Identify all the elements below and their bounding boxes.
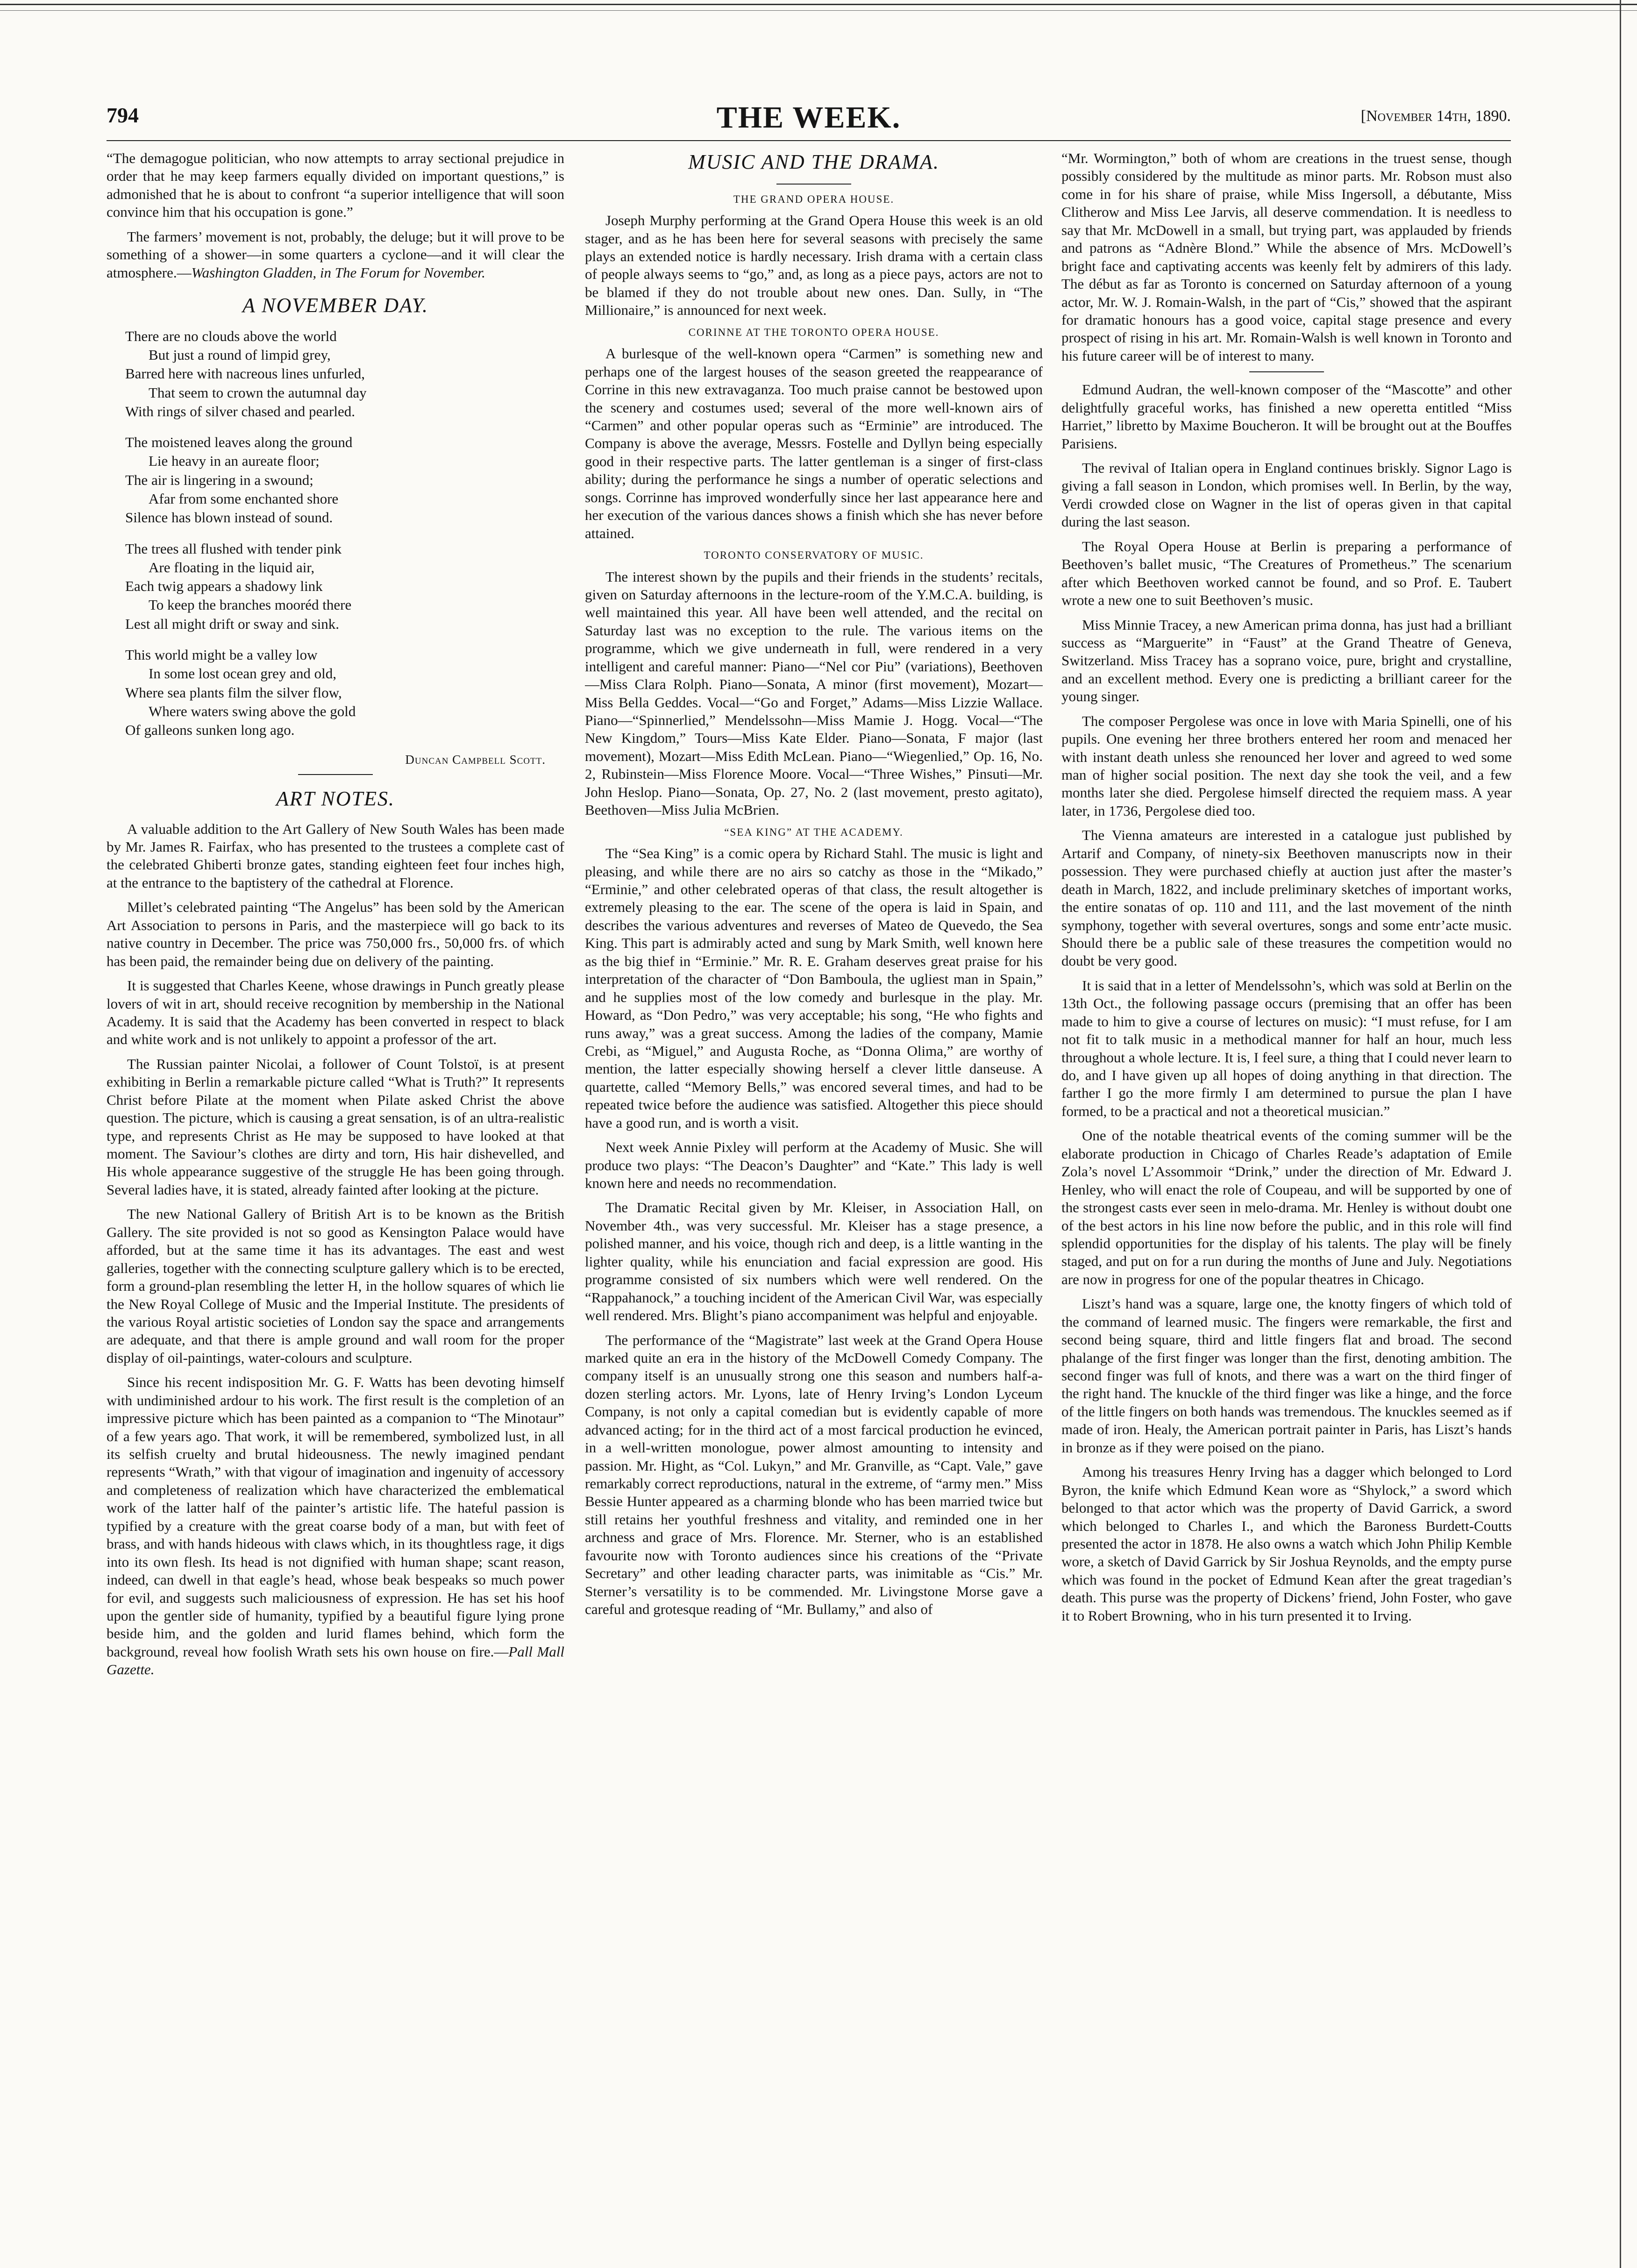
poem-line: Lest all might drift or sway and sink. (125, 615, 340, 632)
poem-line: Each twig appears a shadowy link (125, 578, 323, 595)
paragraph-text: The farmers’ movement is not, probably, the deluge; but it will prove to be something of a shower—in some quarters a cyclone—and it will clear the atmosphere.— (107, 228, 564, 281)
section-title-music-drama: MUSIC AND THE DRAMA. (688, 150, 939, 173)
article-paragraph: The Dramatic Recital given by Mr. Kleiser, in Association Hall, on November 4th., was very successful. Mr. Kleiser has a stage presence, a polished manner, and his voice, though rich and deep, is a little wanting in the lighter quality, while his enunciation and facial expression are good. His programme consisted of six numbers which were well rendered. On the “Rappahanock,” a touching incident of the American Civil War, was especially well rendered. Mrs. Blight’s piano accompaniment was helpful and enjoyable. (585, 1199, 1043, 1324)
citation: Washington Gladden, in The Forum for November. (191, 264, 485, 281)
article-paragraph: The interest shown by the pupils and their friends in the students’ recitals, given on Saturday afternoons in the lecture-room of the Y.M.C.A. building, is well maintained this year. All have been well attended, and the recital on Saturday last was no exception to the rule. The various items on the programme, which we give underneath in full, were rendered in a very intelligent and careful manner: Piano—“Nel cor Piu” (variations), Beethoven—Miss Clara Rolph. Piano—Sonata, A minor (first movement), Mozart—Miss Bella Geddes. Vocal—“Go and Forget,” Adams—Miss Lizzie Wallace. Piano—“Spinnerlied,” Mendelssohn—Miss Mamie J. Hogg. Vocal—“The New Kingdom,” Tours—Miss Kate Elder. Piano—Sonata, F major (last movement), Mozart—Miss Edith McLean. Piano—“Wiegenlied,” Op. 16, No. 2, Rubinstein—Miss Florence Moore. Vocal—“Three Wishes,” Pinsuti—Mr. John Heslop. Piano—Sonata, Op. 27, No. 2 (last movement, presto agitato), Beethoven—Miss Julia McBrien. (585, 568, 1043, 818)
article-paragraph: “Mr. Wormington,” both of whom are creations in the truest sense, though possibly considered by the multitude as minor parts. Mr. Robson must also come in for his share of praise, while Miss Ingersoll, a débutante, Miss Clitherow and Miss Lee Jarvis, all deserve commendation. It is needless to say that Mr. McDowell in a small, but trying part, was applauded by friends and patrons as “Adnère Blond.” While the absence of Mrs. McDowell’s bright face and captivating accents was keenly felt by admirers of this lady. The début as far as Toronto is concerned on Saturday afternoon of a young actor, Mr. W. J. Romain-Walsh, in the part of “Cis,” showed that the aspirant for dramatic honours has a good voice, capital stage presence and every prospect of rising in his art. Mr. Romain-Walsh is well known in Toronto and his future career will be of interest to many. (1061, 150, 1512, 364)
article-paragraph: The composer Pergolese was once in love with Maria Spinelli, one of his pupils. One evening her three brothers entered her room and menaced her with instant death unless she renounced her lover and agreed to wed some man of higher social position. The next day she took the veil, and a few months later she died. Pergolese himself directed the requiem mass. A year later, in 1736, Pergolese died too. (1061, 712, 1512, 819)
issue-date: [November 14th, 1890. (1360, 107, 1511, 125)
section-rule (1249, 371, 1324, 372)
poem-line: Of galleons sunken long ago. (125, 722, 295, 739)
page-number: 794 (107, 103, 139, 127)
article-paragraph: Miss Minnie Tracey, a new American prima donna, has just had a brilliant success as “Marguerite” in “Faust” at the Grand Theatre of Geneva, Switzerland. Miss Tracey has a soprano voice, pure, bright and crystalline, and an excellent method. Every one is predicting a brilliant career for the young singer. (1061, 616, 1512, 705)
article-paragraph: A valuable addition to the Art Gallery of New South Wales has been made by Mr. James R. Fairfax, who has presented to the trustees a complete cast of the celebrated Ghiberti bronze gates, standing eighteen feet four inches high, at the entrance to the baptistery of the cathedral at Florence. (107, 820, 564, 891)
top-border (0, 0, 1637, 16)
article-paragraph: Liszt’s hand was a square, large one, the knotty fingers of which told of the command of learned music. The fingers were remarkable, the first and second being square, third and little fingers flat and broad. The second phalange of the first finger was longer than the first, denoting ambition. The second finger was full of knots, and there was a wart on the third finger of the right hand. The knuckle of the third finger was like a hinge, and the force of the little fingers on both hands was tremendous. The knuckles seemed as if made of iron. Healy, the American portrait painter in Paris, has Liszt’s hands in bronze as if they were poised on the piano. (1061, 1295, 1512, 1456)
poem (125, 327, 564, 740)
poem-author: Duncan Campbell Scott. (405, 752, 546, 767)
article-paragraph (107, 1373, 564, 1678)
article-paragraph: Among his treasures Henry Irving has a dagger which belonged to Lord Byron, the knife which Edmund Kean wore as “Shylock,” a sword which belonged to that actor which was the property of David Garrick, a sword which belonged to Charles I., and which the Baroness Burdett-Coutts presented the actor in 1878. He also owns a watch which John Philip Kemble wore, a sketch of David Garrick by Sir Joshua Reynolds, and the empty purse which was found in the pocket of Edmund Kean after the great tragedian’s death. This purse was the property of Dickens’ friend, John Foster, who gave it to Robert Browning, who in his turn presented it to Irving. (1061, 1464, 1512, 1624)
article-paragraph: One of the notable theatrical events of the coming summer will be the elaborate production in Chicago of Charles Reade’s adaptation of Emile Zola’s novel L’Assommoir “Drink,” under the direction of Mr. Edward J. Henley, who will enact the role of Coupeau, and will be supported by one of the strongest casts ever seen in melo-drama. Mr. Henley is without doubt one of the best actors in his line now before the public, and in this role will find splendid opportunities for the display of his talents. The play will be finely staged, and put on for a run during the months of June and July. Negotiations are now in progress for one of the popular theatres in Chicago. (1061, 1127, 1512, 1287)
article-paragraph: Joseph Murphy performing at the Grand Opera House this week is an old stager, and as he has been here for several seasons with precisely the same plays an extended notice is hardly necessary. Irish drama with a certain class of people always seems to “go,” and, as long as a piece pays, actors are not to be blamed if they do not trouble about new ones. Dan. Sully, in “The Millionaire,” is announced for next week. (585, 212, 1043, 319)
section-rule (776, 184, 851, 185)
article-paragraph: It is said that in a letter of Mendelssohn’s, which was sold at Berlin on the 13th Oct., the following passage occurs (premising that an offer has been made to him to give a course of lectures on music): “I must refuse, for I am not fit to talk music in a methodical manner for half an hour, much less throughout a whole lecture. It is, I feel sure, a thing that I could never learn to do, and I have given up all hopes of doing anything in that direction. The farther I go the more firmly I am determined to pursue the plan I have formed, to be a practical and not a theoretical musician.” (1061, 977, 1512, 1119)
article-paragraph: The new National Gallery of British Art is to be known as the British Gallery. The site provided is not so good as Kensington Palace would have afforded, but at the same time it has its advantages. The east and west galleries, together with the connecting sculpture gallery which is to be erected, form a ground-plan resembling the letter H, in the hollow squares of which lie the New Royal College of Music and the Imperial Institute. The presidents of the various Royal artistic societies of London say the space and arrangements are adequate, and that there is ample ground and wall room for the proper display of oil-paintings, water-colours and sculpture. (107, 1206, 564, 1366)
poem-line: The air is lingering in a swound; (125, 471, 313, 488)
top-rule-thin (0, 10, 1637, 11)
poem-stanza (125, 327, 564, 421)
column-middle (585, 149, 1043, 2233)
poem-line: The trees all flushed with tender pink (125, 540, 342, 557)
poem-line: But just a round of limpid grey, (149, 346, 331, 363)
article-paragraph: The revival of Italian opera in England continues briskly. Signor Lago is giving a fall season in London, which promises well. In Berlin, by the way, Verdi crowded close on Wagner in the list of operas given in that capital during the last season. (1061, 460, 1512, 530)
right-edge-rule (1620, 0, 1621, 2268)
article-paragraph: It is suggested that Charles Keene, whose drawings in Punch greatly please lovers of wit in art, should receive recognition by membership in the National Academy. It is said that the Academy has been converted in respect to black and white work and is not unlikely to appoint a professor of the art. (107, 977, 564, 1048)
section-title-art-notes: ART NOTES. (276, 787, 395, 811)
poem-line: Barred here with nacreous lines unfurled, (125, 365, 365, 382)
poem-line: Where sea plants film the silver flow, (125, 684, 342, 701)
article-paragraph: Millet’s celebrated painting “The Angelus” has been sold by the American Art Association to persons in Paris, and the masterpiece will go back to its native country in December. The price was 750,000 frs., 50,000 frs. of which has been paid, the remainder being due on delivery of the painting. (107, 899, 564, 969)
poem-line: In some lost ocean grey and old, (149, 665, 337, 682)
poem-line: Are floating in the liquid air, (149, 559, 315, 576)
subsection-heading: CORINNE AT THE TORONTO OPERA HOUSE. (688, 326, 939, 338)
article-paragraph: The performance of the “Magistrate” last week at the Grand Opera House marked quite an era in the history of the McDowell Comedy Company. The company itself is an unusually strong one this season and numbers half-a-dozen sterling actors. Mr. Lyons, late of Henry Irving’s London Lyceum Company, is not only a capital comedian but is evidently capable of more advanced acting; for in the third act of a most farcical production he evinced, in a well-written monologue, power almost amounting to intensity and passion. Mr. Hight, as “Col. Lukyn,” and Mr. Granville, as “Capt. Vale,” gave remarkably correct reproductions, natural in the extreme, of “army men.” Miss Bessie Hunter appeared as a charming blonde who has been married twice but still retains her youthful freshness and vitality, and reminded one in her archness and grace of Mrs. Florence. Mr. Sterner, who is an established favourite now with Toronto audiences since his creations of the “Private Secretary” and other leading character parts, was inimitable as “Cis.” Mr. Sterner’s versatility is to be commended. Mr. Livingstone Morse gave a careful and grotesque reading of “Mr. Bullamy,” and also of (585, 1331, 1043, 1618)
poem-stanza (125, 433, 564, 527)
poem-line: Silence has blown instead of sound. (125, 509, 333, 526)
poem-line: Afar from some enchanted shore (149, 490, 339, 507)
poem-stanza (125, 540, 564, 633)
section-rule (298, 774, 373, 775)
poem-line: That seem to crown the autumnal day (149, 384, 367, 401)
top-rule-thick (0, 4, 1637, 5)
poem-line: Lie heavy in an aureate floor; (149, 453, 320, 469)
page-header (107, 100, 1511, 141)
article-paragraph: A burlesque of the well-known opera “Carmen” is something new and perhaps one of the largest houses of the season greeted the reappearance of Corrine in this new extravaganza. Too much praise cannot be bestowed upon the scenery and costumes used; several of the more well-known airs of “Carmen” and other popular operas such as “Erminie” are introduced. The Company is above the average, Messrs. Fostelle and Dyllyn being especially good in their respective parts. The latter gentleman is a singer of first-class ability; during the performance he sings a number of operatic selections and songs. Corrinne has improved wonderfully since her last appearance here and her execution of the various dances shows a finish which she has never before attained. (585, 345, 1043, 541)
article-paragraph (107, 228, 564, 282)
poem-line: Where waters swing above the gold (149, 703, 356, 719)
poem-line: To keep the branches mooréd there (149, 597, 352, 613)
paragraph-text: Since his recent indisposition Mr. G. F. Watts has been devoting himself with undiminished ardour to his work. The first result is the completion of an impressive picture which has been painted as a companion to “The Minotaur” of a few years ago. That work, it will be remembered, symbolized lust, in all its selfish cruelty and brutal hideousness. The newly imagined pendant represents “Wrath,” with that vigour of imagination and ingenuity of accessory and completeness of realization which have characterized the emblematical work of the latter half of the painter’s artistic life. The hateful passion is typified by a creature with the great coarse body of a man, but with feet of brass, and with hands hideous with claws which, in its thoughtless rage, it digs into its own flesh. Its head is not dignified with human shape; scant reason, indeed, can dwell in that eagle’s head, whose beak bespeaks so much power for evil, and suggests such maliciousness of expression. He has set his hoof upon the gentler side of humanity, typified by a beautiful figure lying prone beside him, and the golden and lurid flames behind, which form the background, reveal how foolish Wrath sets his own house on fire.— (107, 1374, 564, 1660)
poem-line: There are no clouds above the world (125, 327, 337, 344)
column-left (107, 149, 564, 2233)
article-paragraph: Edmund Audran, the well-known composer of the “Mascotte” and other delightfully graceful works, has finished a new operetta entitled “Miss Harriet,” libretto by Maxime Boucheron. It will be brought out at the Bouffes Parisiens. (1061, 381, 1512, 452)
poem-line: This world might be a valley low (125, 647, 318, 663)
article-paragraph: The “Sea King” is a comic opera by Richard Stahl. The music is light and pleasing, and while there are no airs so catchy as those in the “Mikado,” “Erminie,” and other celebrated operas of that class, the result altogether is extremely pleasing to the ear. The scene of the opera is laid in Spain, and describes the various adventures and reverses of Mateo de Quevedo, the Sea King. This part is admirably acted and sung by Mark Smith, well known here as the big thief in “Erminie.” Mr. R. E. Graham deserves great praise for his interpretation of the character of “Don Bamboula, the ugliest man in Spain,” and he supplies most of the low comedy and burlesque in the play. Mr. Howard, as “Don Pedro,” was very acceptable; his song, “He who fights and runs away,” was a great success. Among the ladies of the company, Mamie Crebi, as “Miguel,” and Augusta Roche, as “Donna Olima,” are worthy of mention, the latter especially showing herself a clever little danseuse. A quartette, called “Memory Bells,” was encored several times, and had to be repeated twice before the audience was satisfied. Altogether this piece should have a good run, and is worth a visit. (585, 845, 1043, 1131)
subsection-heading: “SEA KING” AT THE ACADEMY. (724, 826, 904, 838)
poem-title: A NOVEMBER DAY. (242, 294, 428, 317)
article-paragraph: The Russian painter Nicolai, a follower of Count Tolstoï, is at present exhibiting in Berlin a remarkable picture called “What is Truth?” It represents Christ before Pilate at the moment when Pilate asked Christ the above question. The picture, which is causing a great sensation, is of an ultra-realistic type, and represents Christ as He may be supposed to have looked at that moment. The Saviour’s clothes are dirty and torn, His hair dishevelled, and His whole appearance suggestive of the struggle He has been going through. Several ladies have, it is stated, already fainted after looking at the picture. (107, 1055, 564, 1198)
subsection-heading: TORONTO CONSERVATORY OF MUSIC. (704, 549, 924, 562)
article-paragraph: The Royal Opera House at Berlin is preparing a performance of Beethoven’s ballet music, “The Creatures of Prometheus.” The scenarium after which Beethoven worked cannot be found, and so Prof. E. Taubert wrote a new one to suit Beethoven’s music. (1061, 538, 1512, 609)
article-paragraph: Next week Annie Pixley will perform at the Academy of Music. She will produce two plays: “The Deacon’s Daughter” and “Kate.” This lady is well known here and needs no recommendation. (585, 1139, 1043, 1192)
subsection-heading: THE GRAND OPERA HOUSE. (733, 193, 895, 205)
poem-line: The moistened leaves along the ground (125, 434, 353, 451)
citation: Pall Mall Gazette. (107, 1643, 564, 1678)
column-right (1061, 149, 1512, 2233)
journal-title: THE WEEK. (716, 100, 901, 135)
article-paragraph: “The demagogue politician, who now attempts to array sectional prejudice in order that he may keep farmers equally divided on important questions,” is admonished that he is about to confront “a superior intelligence that will soon convince him that his occupation is gone.” (107, 150, 564, 220)
article-paragraph: The Vienna amateurs are interested in a catalogue just published by Artarif and Company, of ninety-six Beethoven manuscripts now in their possession. They were purchased chiefly at auction just after the master’s death in March, 1822, and include preliminary sketches of important works, the entire sonatas of op. 110 and 111, and the last movement of the ninth symphony, together with several overtures, songs and some entr’acte music. Should there be a public sale of these treasures the competition would no doubt be very good. (1061, 827, 1512, 969)
poem-stanza (125, 646, 564, 739)
poem-line: With rings of silver chased and pearled. (125, 403, 356, 419)
